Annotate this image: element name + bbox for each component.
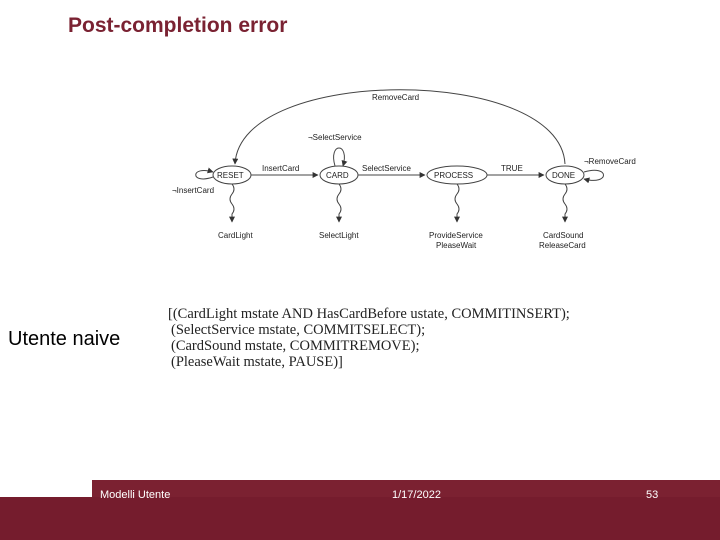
label-not-select-service: ¬SelectService: [308, 133, 362, 142]
not-select-service-loop: [334, 148, 345, 166]
label-insert-card: InsertCard: [262, 164, 300, 173]
formula-line: (CardSound mstate, COMMITREMOVE);: [171, 338, 420, 354]
process-output-line: [455, 184, 459, 222]
output-select-light: SelectLight: [319, 231, 359, 240]
label-remove-card: RemoveCard: [372, 93, 420, 102]
formula-line: [(CardLight mstate AND HasCardBefore ustate, COMMITINSERT);: [168, 306, 570, 322]
footer-band: [0, 497, 720, 540]
output-card-light: CardLight: [218, 231, 253, 240]
footer-notch: [0, 480, 92, 497]
state-process-label: PROCESS: [434, 171, 474, 180]
label-not-remove-card: ¬RemoveCard: [584, 157, 636, 166]
label-true: TRUE: [501, 164, 523, 173]
state-card: [320, 166, 358, 184]
formula-block: [168, 306, 570, 370]
state-diagram: [160, 80, 660, 260]
not-insert-card-loop: [196, 170, 213, 178]
card-output-line: [337, 184, 341, 222]
output-release-card: ReleaseCard: [539, 241, 586, 250]
formula-line: (PleaseWait mstate, PAUSE)]: [171, 354, 343, 370]
label-select-service: SelectService: [362, 164, 411, 173]
state-done-label: DONE: [552, 171, 576, 180]
footer-page-number: 53: [646, 489, 659, 501]
not-remove-card-loop: [584, 170, 604, 180]
done-output-line: [563, 184, 567, 222]
output-provide-service: ProvideService: [429, 231, 483, 240]
state-reset-label: RESET: [217, 171, 244, 180]
footer-date: 1/17/2022: [392, 489, 441, 501]
label-not-insert-card: ¬InsertCard: [172, 186, 215, 195]
side-label: Utente naive: [8, 328, 121, 350]
slide-title: Post-completion error: [68, 14, 288, 37]
output-card-sound: CardSound: [543, 231, 584, 240]
state-card-label: CARD: [326, 171, 349, 180]
footer-left-text: Modelli Utente: [100, 489, 171, 501]
output-please-wait: PleaseWait: [436, 241, 477, 250]
state-process: [427, 166, 487, 184]
reset-output-line: [230, 184, 234, 222]
state-done: [546, 166, 584, 184]
state-reset: [213, 166, 251, 184]
formula-line: (SelectService mstate, COMMITSELECT);: [171, 322, 426, 338]
